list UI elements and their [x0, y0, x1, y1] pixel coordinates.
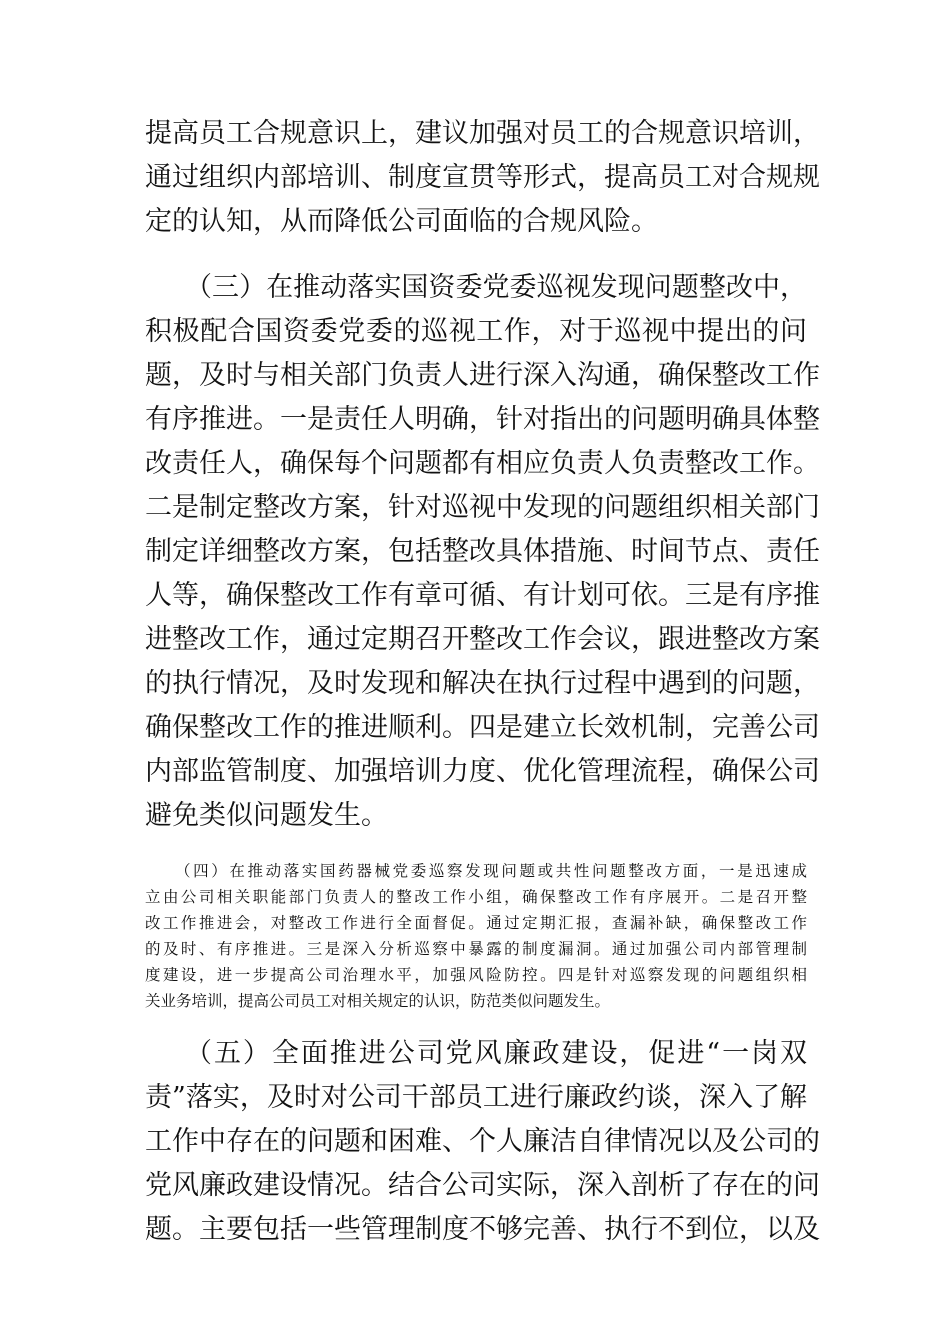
- text-line: 确保整改工作的推进顺利。四是建立长效机制，完善公司: [145, 712, 820, 743]
- text-line: 改责任人，确保每个问题都有相应负责人负责整改工作。: [145, 448, 820, 479]
- text-line: 责”落实，及时对公司干部员工进行廉政约谈，深入了解: [145, 1082, 807, 1113]
- paragraph-compliance-training: [145, 112, 820, 244]
- paragraph-gap: [145, 244, 807, 266]
- text-line: （四）在推动落实国药器械党委巡察发现问题或共性问题整改方面，一是迅速成: [175, 862, 807, 880]
- paragraph-section-four: [145, 858, 807, 1014]
- text-line: 积极配合国资委党委的巡视工作，对于巡视中提出的问: [145, 316, 807, 347]
- text-line: 有序推进。一是责任人明确，针对指出的问题明确具体整: [145, 404, 820, 435]
- text-line: 的执行情况，及时发现和解决在执行过程中遇到的问题，: [145, 668, 820, 699]
- text-line: 的及时、有序推进。三是深入分析巡察中暴露的制度漏洞。通过加强公司内部管理制: [145, 940, 807, 958]
- text-line: 通过组织内部培训、制度宣贯等形式，提高员工对合规规: [145, 162, 820, 193]
- text-line: 提高员工合规意识上，建议加强对员工的合规意识培训，: [145, 118, 820, 149]
- text-line: 进整改工作，通过定期召开整改工作会议，跟进整改方案: [145, 624, 820, 655]
- text-line: 度建设，进一步提高公司治理水平，加强风险防控。四是针对巡察发现的问题组织相: [145, 966, 807, 984]
- text-line: 工作中存在的问题和困难、个人廉洁自律情况以及公司的: [145, 1126, 820, 1157]
- text-line: （五）全面推进公司党风廉政建设，促进“一岗双: [185, 1038, 807, 1069]
- document-page: [145, 112, 820, 1252]
- text-line: （三）在推动落实国资委党委巡视发现问题整改中，: [185, 272, 807, 303]
- text-line: 制定详细整改方案，包括整改具体措施、时间节点、责任: [145, 536, 820, 567]
- text-line: 题，及时与相关部门负责人进行深入沟通，确保整改工作: [145, 360, 820, 391]
- text-line: 内部监管制度、加强培训力度、优化管理流程，确保公司: [145, 756, 820, 787]
- text-line: 改工作推进会，对整改工作进行全面督促。通过定期汇报，查漏补缺，确保整改工作: [145, 914, 807, 932]
- text-line: 避免类似问题发生。: [145, 800, 388, 831]
- text-line: 关业务培训，提高公司员工对相关规定的认识，防范类似问题发生。: [145, 992, 611, 1010]
- text-line: 人等，确保整改工作有章可循、有计划可依。三是有序推: [145, 580, 820, 611]
- text-line: 定的认知，从而降低公司面临的合规风险。: [145, 206, 658, 237]
- text-line: 党风廉政建设情况。结合公司实际，深入剖析了存在的问: [145, 1170, 820, 1201]
- paragraph-section-three: [145, 266, 820, 838]
- paragraph-section-five: [145, 1032, 820, 1252]
- text-line: 题。主要包括一些管理制度不够完善、执行不到位，以及: [145, 1214, 820, 1245]
- text-line: 立由公司相关职能部门负责人的整改工作小组，确保整改工作有序展开。二是召开整: [145, 888, 807, 906]
- text-line: 二是制定整改方案，针对巡视中发现的问题组织相关部门: [145, 492, 820, 523]
